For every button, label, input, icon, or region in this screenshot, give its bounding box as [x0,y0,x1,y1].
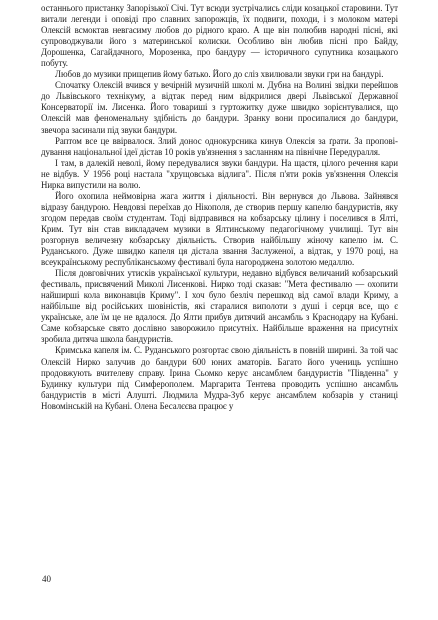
page-number: 40 [42,574,51,584]
paragraph-students: Кримська капеля ім. С. Руданського розгортає свою діяльність в повній ширині. За той час Олексій Нирко залучив до бандури 600 юних аматорів. Багато його учениць успішно продовжують вчителеву справу. Ірина Сьомко керує ансамблем бандуристів "Південна" у Будинку культури під Симферополем. Маргарита Тентева проводить успішно ансамбль бандуристів в місті Алушті. Людмила Мудра-Зуб керує ансамблем кобзарів у станиці Новомінській на Кубані. Олена Бесалєєва працює у [41,345,398,411]
paragraph-arrest: Раптом все це ввірвалося. Злий донос однокурсника кинув Олексія за ґрати. За проповідування національної ідеї дістав 10 років ув'язнення з засланням на північне Передуралля. [41,135,398,157]
paragraph-education: Спочатку Олексій вчився у вечірній музичній школі м. Дубна на Волині звідки перейшов до Львівського технікуму, а відтак перед ним відкрилися двері Львівської Державної Консерваторії ім. Лисенка. Його товариші з гуртожитку дуже швидко зорієнтувалися, що Олексій мав феноменальну здібність до бандури. Зранку вони просипалися до бандури, звечора засинали під звуки бандури. [41,80,398,135]
paragraph-release: І там, в далекій неволі, йому передувалися звуки бандури. На щастя, цілого речення кари не відбув. У 1956 році настала "хрущовська відлига". Після п'яти років ув'язнення Олексія Нирка випустили на волю. [41,157,398,190]
paragraph-continuation: останнього пристанку Запорізької Січі. Тут всюди зустрічались сліди козацької старовини. Тут витали легенди і оповіді про славних запорожців, їх подвиги, походи, і з молоком матері Олексій всмоктав невгасиму любов до рідного краю. А ще він полюбив народні пісні, які супроводжували його з материнської колиски. Особливо він любив пісні про Байду, Дорошенка, Сагайдачного, Морозенка, про бандуру — історичного супутника козацького побуту. [41,3,398,69]
paragraph-festival: Після довговічних утисків української культури, недавно відбувся величаний кобзарський фестиваль, присвячений Миколі Лисенкові. Нирко тоді сказав: "Мета фестивалю — охопити найширші кола виконавців Криму". І хоч було безліч перешкод від самої влади Криму, а найбільше від російських шовіністів, які старалися виполоти з душі і серця все, що є українське, але їм це не вдалося. До Ялти прибув дитячий ансамбль з Краснодару на Кубані. Саме кобзарське свято дослівно заворожило присутніх. Найбільше враження на присутніх зробила дитяча школа бандуристів. [41,268,398,345]
paragraph-activity: Його охопила неймовірна жага життя і діяльності. Він вернувся до Львова. Зайнявся відразу бандурою. Невдовзі переїхав до Нікополя, де створив першу капелю бандуристів, яку згодом передав своїм студентам. Тоді відправився на кобзарську цілину і поселився в Ялті, Крим. Тут він став викладачем музики в Ялтинському педагогічному училищі. Тут він розгорнув величезну кобзарську діяльність. Створив найбільшу жіночу капелю ім. С. Руданського. Дуже швидко капеля ця дістала звання Заслуженої, а відтак, у 1970 році, на всеукраїнському республіканському фестивалі була нагороджена золотою медаллю. [41,190,398,268]
paragraph-music-love: Любов до музики прищепив йому батько. Його до сліз хвилювали звуки гри на бандурі. [55,69,384,80]
